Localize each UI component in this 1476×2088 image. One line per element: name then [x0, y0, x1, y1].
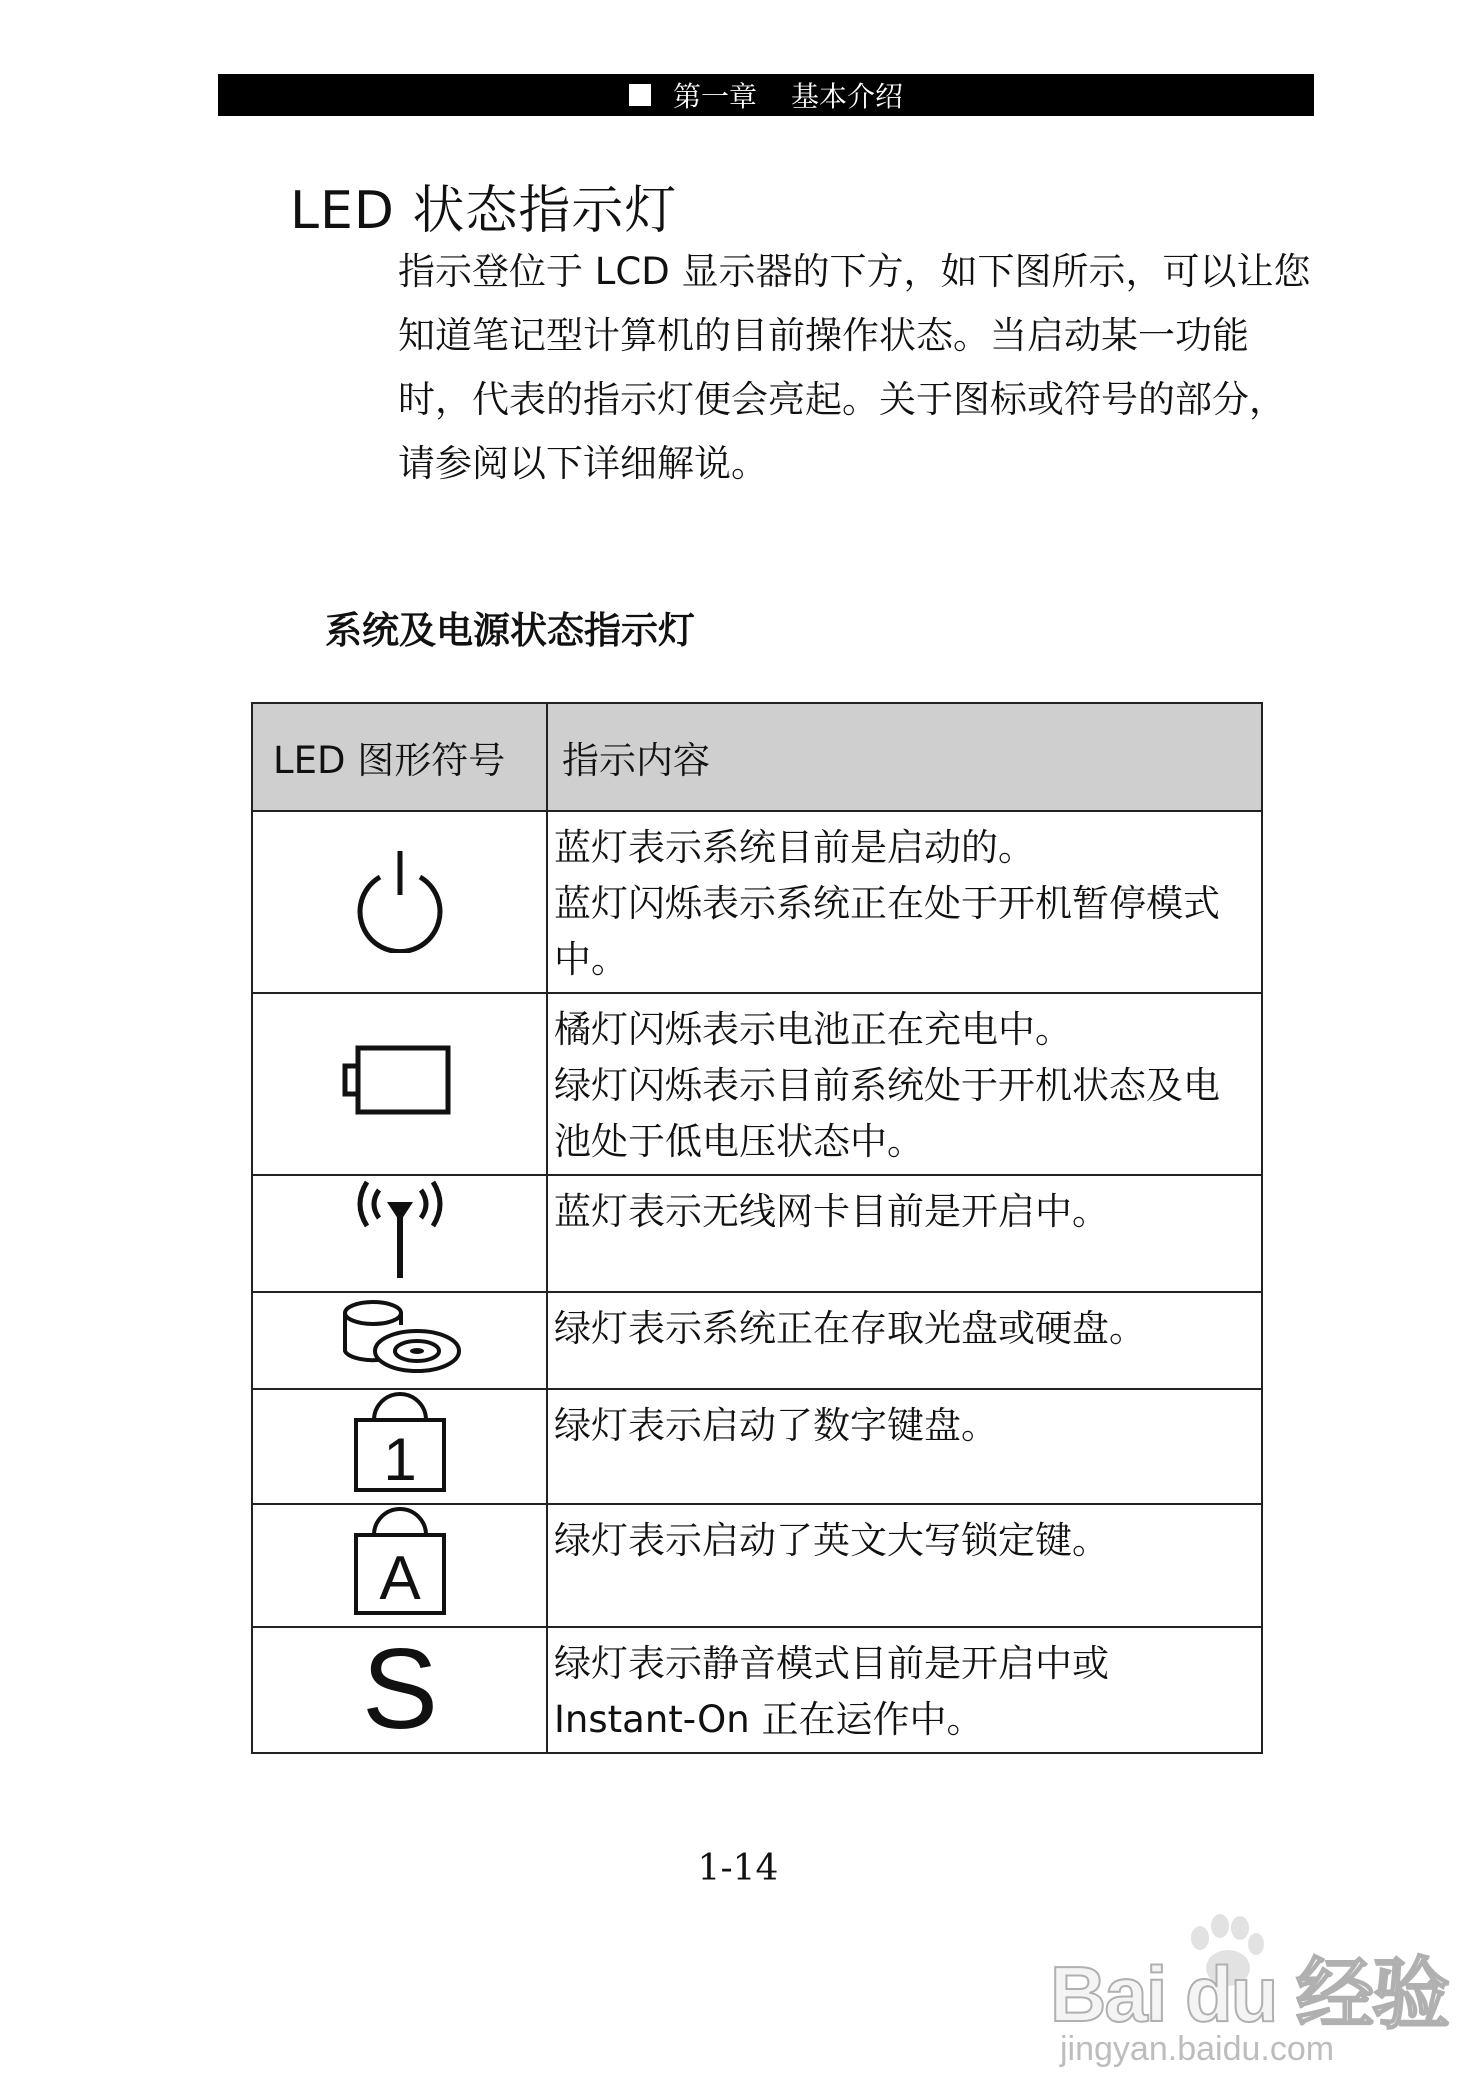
description-line: 绿灯表示系统正在存取光盘或硬盘。 — [554, 1307, 1146, 1350]
description-line: 绿灯闪烁表示目前系统处于开机状态及电池处于低电压状态中。 — [554, 1064, 1220, 1163]
col-header-symbol: LED 图形符号 — [252, 703, 547, 811]
wireless-icon — [345, 1176, 455, 1282]
table-row — [252, 1504, 1262, 1627]
subheading: 系统及电源状态指示灯 — [325, 609, 695, 652]
description-line: 绿灯表示静音模式目前是开启中或 — [554, 1642, 1109, 1685]
battery-icon — [340, 1040, 460, 1120]
icon-cell — [252, 1389, 547, 1504]
description-line: 蓝灯表示系统目前是启动的。 — [554, 826, 1035, 869]
disk-icon — [335, 1293, 465, 1379]
page-number: 1-14 — [697, 1848, 779, 1889]
description-line: 绿灯表示启动了英文大写锁定键。 — [554, 1519, 1109, 1562]
intro-paragraph: 指示登位于 LCD 显示器的下方，如下图所示，可以让您知道笔记型计算机的目前操作状态。当启动某一功能时，代表的指示灯便会亮起。关于图标或符号的部分，请参阅以下详细解说。 — [398, 250, 1311, 485]
table-header-row — [252, 703, 1262, 811]
description-cell — [547, 811, 1262, 993]
icon-cell — [252, 811, 547, 993]
table-row — [252, 1627, 1262, 1753]
chapter-title: 基本介绍 — [791, 80, 904, 113]
description-cell — [547, 1175, 1262, 1292]
icon-cell — [252, 1292, 547, 1389]
baidu-watermark — [1050, 1912, 1450, 2082]
table-row — [252, 1389, 1262, 1504]
caps-lock-icon — [350, 1505, 450, 1617]
silent-mode-icon — [350, 1636, 450, 1736]
caps-lock-label: A — [378, 1544, 421, 1613]
description-cell — [547, 1389, 1262, 1504]
description-line: 橘灯闪烁表示电池正在充电中。 — [554, 1008, 1072, 1051]
icon-cell — [252, 1627, 547, 1753]
table-row — [252, 993, 1262, 1175]
icon-cell — [252, 1504, 547, 1627]
num-lock-icon — [350, 1390, 450, 1494]
table-row — [252, 811, 1262, 993]
description-line: 绿灯表示启动了数字键盘。 — [554, 1404, 998, 1447]
description-line: Instant-On 正在运作中。 — [554, 1698, 984, 1741]
description-cell — [547, 1504, 1262, 1627]
square-bullet-icon — [629, 84, 651, 106]
description-cell — [547, 993, 1262, 1175]
chapter-label: 第一章 — [672, 80, 757, 113]
silent-mode-label: S — [361, 1635, 438, 1736]
description-line: 蓝灯闪烁表示系统正在处于开机暂停模式中。 — [554, 882, 1220, 981]
table-row — [252, 1175, 1262, 1292]
chapter-header-bar — [218, 74, 1314, 116]
led-table — [251, 702, 1263, 1754]
description-cell — [547, 1627, 1262, 1753]
watermark-brand: Bai du 经验 — [1050, 1950, 1449, 2038]
description-line: 蓝灯表示无线网卡目前是开启中。 — [554, 1190, 1109, 1233]
icon-cell — [252, 993, 547, 1175]
num-lock-label: 1 — [382, 1426, 417, 1493]
description-cell — [547, 1292, 1262, 1389]
icon-cell — [252, 1175, 547, 1292]
watermark-url: jingyan.baidu.com — [1060, 2030, 1335, 2068]
power-icon — [350, 843, 450, 953]
section-title: LED 状态指示灯 — [290, 181, 678, 241]
table-row — [252, 1292, 1262, 1389]
col-header-description: 指示内容 — [547, 703, 1262, 811]
